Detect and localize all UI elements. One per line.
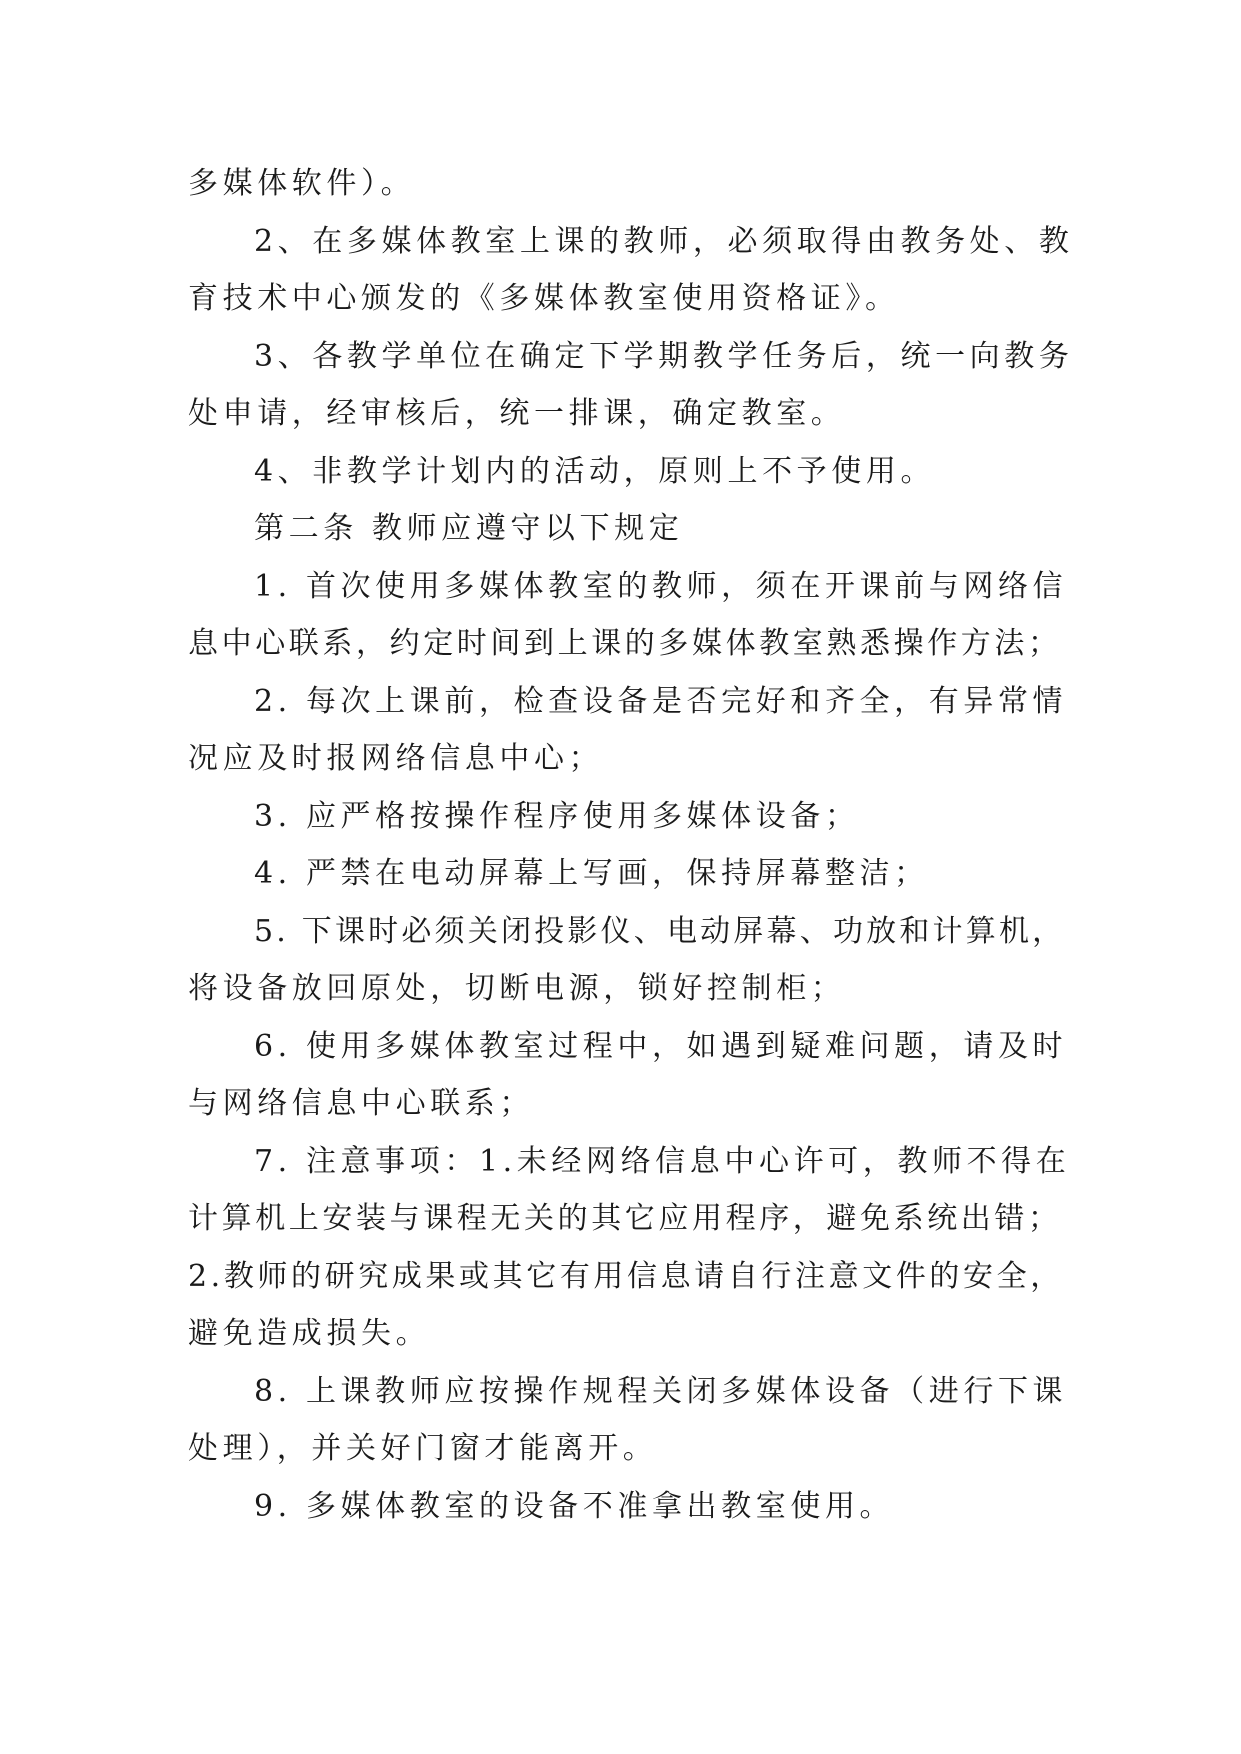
section-heading: 第二条 教师应遵守以下规定 — [254, 511, 684, 546]
document-body — [188, 155, 1074, 1535]
text-line: 处理），并关好门窗才能离开。 — [188, 1431, 658, 1466]
text-line: 7. 注意事项：1.未经网络信息中心许可，教师不得在 — [254, 1143, 1071, 1179]
text-line: 息中心联系，约定时间到上课的多媒体教室熟悉操作方法； — [188, 626, 1062, 661]
text-line: 8. 上课教师应按操作规程关闭多媒体设备（进行下课 — [254, 1373, 1068, 1409]
text-line: 多媒体软件）。 — [188, 166, 416, 201]
text-line: 与网络信息中心联系； — [188, 1086, 534, 1121]
text-line: 处申请，经审核后，统一排课，确定教室。 — [188, 396, 846, 431]
text-line: 将设备放回原处，切断电源，锁好控制柜； — [188, 971, 846, 1006]
text-line: 4. 严禁在电动屏幕上写画，保持屏幕整洁； — [254, 856, 929, 891]
text-line: 9. 多媒体教室的设备不准拿出教室使用。 — [254, 1488, 895, 1524]
text-line: 6. 使用多媒体教室过程中，如遇到疑难问题，请及时 — [254, 1028, 1068, 1064]
text-line: 避免造成损失。 — [188, 1316, 431, 1351]
text-line: 2.教师的研究成果或其它有用信息请自行注意文件的安全， — [188, 1258, 1064, 1294]
text-line: 5. 下课时必须关闭投影仪、电动屏幕、功放和计算机， — [254, 913, 1066, 949]
text-line: 3、各教学单位在确定下学期教学任务后，统一向教务 — [254, 338, 1074, 374]
text-line: 3. 应严格按操作程序使用多媒体设备； — [254, 798, 860, 834]
text-line: 1. 首次使用多媒体教室的教师，须在开课前与网络信 — [254, 568, 1068, 604]
text-line: 育技术中心颁发的《多媒体教室使用资格证》。 — [188, 281, 900, 316]
text-line: 2. 每次上课前，检查设备是否完好和齐全，有异常情 — [254, 683, 1068, 719]
text-line: 况应及时报网络信息中心； — [188, 741, 604, 776]
text-line: 2、在多媒体教室上课的教师，必须取得由教务处、教 — [254, 223, 1074, 259]
text-line: 计算机上安装与课程无关的其它应用程序，避免系统出错； — [188, 1201, 1062, 1236]
text-line: 4、非教学计划内的活动，原则上不予使用。 — [254, 453, 936, 489]
